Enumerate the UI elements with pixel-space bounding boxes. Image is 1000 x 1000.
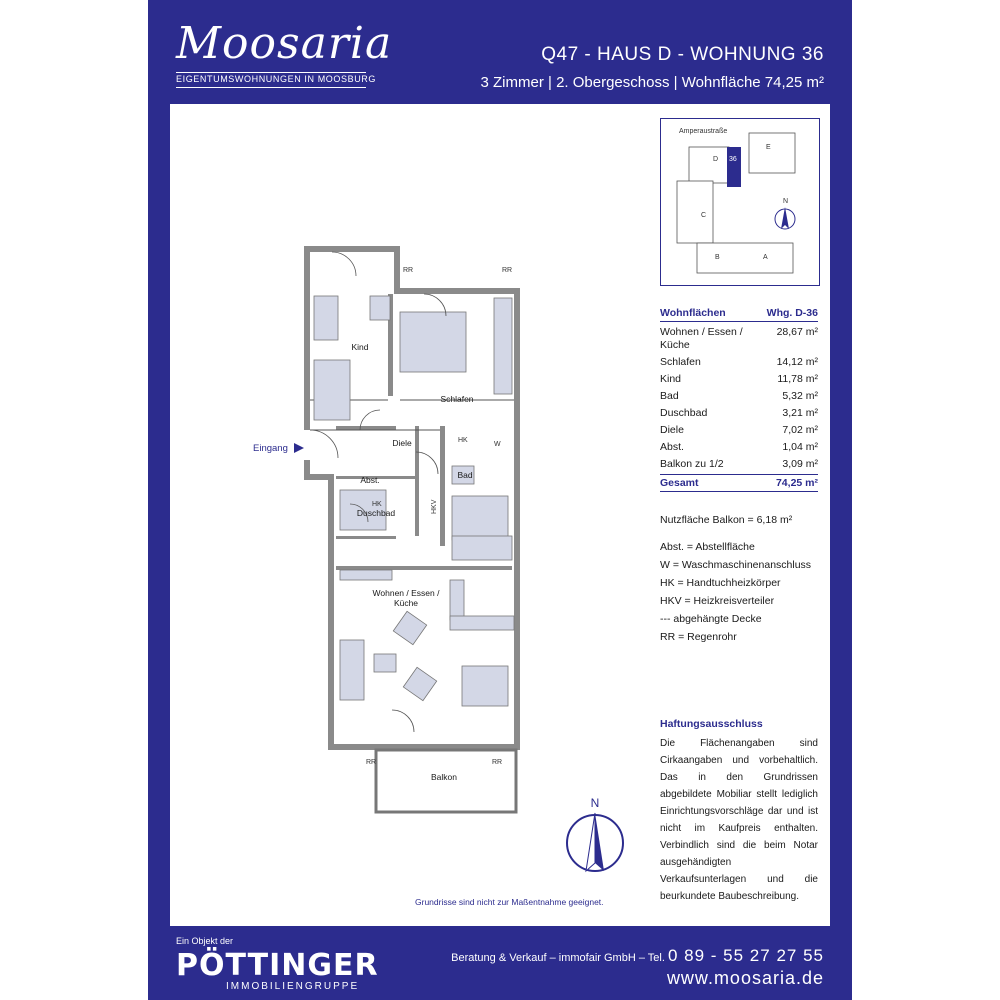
row-label: Diele xyxy=(660,424,684,436)
plan-disclaimer: Grundrisse sind nicht zur Maßentnahme geeignet. xyxy=(415,897,604,907)
row-value: 3,21 m² xyxy=(782,407,818,419)
page-subtitle: 3 Zimmer | 2. Obergeschoss | Wohnfläche 74,25 m² xyxy=(480,74,824,91)
legend-item: HKV = Heizkreisverteiler xyxy=(660,595,775,607)
legend-item: Abst. = Abstellfläche xyxy=(660,541,755,553)
balcony-usable-area: Nutzfläche Balkon = 6,18 m² xyxy=(660,514,793,526)
logo-subtitle: EIGENTUMSWOHNUNGEN IN MOOSBURG xyxy=(176,74,377,84)
hk-mark: HK xyxy=(458,437,468,444)
table-row xyxy=(660,386,818,403)
rr-mark: RR xyxy=(366,759,377,766)
hk-mark: HK xyxy=(372,501,382,508)
poettinger-logo-sub: IMMOBILIENGRUPPE xyxy=(226,981,360,992)
room-label-wohnen-1: Wohnen / Essen / xyxy=(372,588,440,598)
legend-item: W = Waschmaschinenanschluss xyxy=(660,559,812,571)
row-value: 7,02 m² xyxy=(782,424,818,436)
house-label-d: D xyxy=(713,156,719,163)
hkv-mark: HKV xyxy=(431,499,438,514)
row-value: 14,12 m² xyxy=(776,356,818,368)
area-table-head-unit: Whg. D-36 xyxy=(766,307,818,319)
rr-mark: RR xyxy=(403,267,414,274)
left-border xyxy=(148,0,170,1000)
table-row xyxy=(660,403,818,420)
unit-label: 36 xyxy=(729,156,737,163)
floor-plan xyxy=(240,240,540,820)
table-row xyxy=(660,369,818,386)
footer-caption: Ein Objekt der xyxy=(176,936,234,946)
total-label: Gesamt xyxy=(660,477,699,489)
area-table-head-label: Wohnflächen xyxy=(660,307,726,319)
area-table xyxy=(660,307,818,492)
row-label: Duschbad xyxy=(660,407,708,419)
disclaimer-title: Haftungsausschluss xyxy=(660,718,763,730)
house-label-e: E xyxy=(766,144,771,151)
row-value: 28,67 m² xyxy=(776,326,818,338)
compass-icon xyxy=(560,795,630,875)
disclaimer-text: Die Flächenangaben sind Cirkaangaben und vorbehaltlich. Das in den Grundrissen abgebildete Mobiliar stellt lediglich Einrichtungsvorschläge dar und ist nicht im Kaufpreis enthalten. Verbindlich sind die beim Notar ausgehändigten Verkaufsunterlagen und die beurkundete Baubeschreibung. xyxy=(660,738,818,902)
website-link[interactable]: www.moosaria.de xyxy=(666,968,824,988)
house-label-a: A xyxy=(763,254,768,261)
room-label-abst: Abst. xyxy=(360,475,380,485)
row-label: Bad xyxy=(660,390,679,402)
row-label: Kind xyxy=(660,373,682,385)
table-row xyxy=(660,352,818,369)
table-row xyxy=(660,437,818,454)
room-label-wohnen-2: Küche xyxy=(393,598,419,608)
room-label-schlafen: Schlafen xyxy=(440,394,474,404)
site-map xyxy=(660,118,820,286)
rr-mark: RR xyxy=(492,759,503,766)
contact-text: Beratung & Verkauf – immofair GmbH – Tel. xyxy=(451,952,665,964)
legend xyxy=(660,538,811,646)
floor-plan-drawing xyxy=(240,240,540,820)
row-label: Balkon zu 1/2 xyxy=(660,458,724,470)
logo-divider-bottom xyxy=(176,87,366,88)
furniture xyxy=(314,296,514,706)
area-table-total xyxy=(660,474,818,492)
entrance-label: Eingang xyxy=(253,443,288,454)
page-title: Q47 - HAUS D - WOHNUNG 36 xyxy=(541,44,824,65)
house-label-c: C xyxy=(701,212,707,219)
house-label-b: B xyxy=(715,254,720,261)
room-label-bad: Bad xyxy=(457,470,473,480)
highlighted-unit xyxy=(727,147,741,187)
site-north-label: N xyxy=(783,198,789,205)
site-map-drawing xyxy=(661,119,819,285)
poettinger-logo: PÖTTINGER xyxy=(176,948,379,983)
contact-phone[interactable]: 0 89 - 55 27 27 55 xyxy=(667,946,824,965)
row-value: 5,32 m² xyxy=(782,390,818,402)
row-label: Schlafen xyxy=(660,356,701,368)
right-border xyxy=(830,0,852,1000)
row-label: Abst. xyxy=(660,441,684,453)
table-row xyxy=(660,322,818,352)
legend-item: RR = Regenrohr xyxy=(660,631,737,643)
row-value: 11,78 m² xyxy=(777,373,818,385)
logo-divider xyxy=(176,72,366,73)
moosaria-logo: Moosaria xyxy=(176,18,393,69)
area-table-header xyxy=(660,307,818,322)
table-row xyxy=(660,454,818,471)
rr-mark: RR xyxy=(502,267,513,274)
street-label: Amperaustraße xyxy=(679,128,728,135)
legend-item: --- abgehängte Decke xyxy=(660,613,762,625)
w-mark: W xyxy=(494,441,501,448)
total-value: 74,25 m² xyxy=(775,477,818,489)
room-label-kind: Kind xyxy=(351,342,369,352)
footer-contact xyxy=(451,946,824,966)
row-value: 3,09 m² xyxy=(782,458,818,470)
room-label-diele: Diele xyxy=(392,438,412,448)
room-label-duschbad: Duschbad xyxy=(356,508,396,518)
room-labels xyxy=(351,342,473,782)
row-label: Wohnen / Essen / Küche xyxy=(660,326,743,351)
legend-item: HK = Handtuchheizkörper xyxy=(660,577,781,589)
row-value: 1,04 m² xyxy=(782,441,818,453)
table-row xyxy=(660,420,818,437)
room-label-balkon: Balkon xyxy=(431,772,457,782)
compass-north-label: N xyxy=(590,796,600,810)
site-compass-icon xyxy=(775,207,795,229)
compass-drawing xyxy=(560,795,630,875)
